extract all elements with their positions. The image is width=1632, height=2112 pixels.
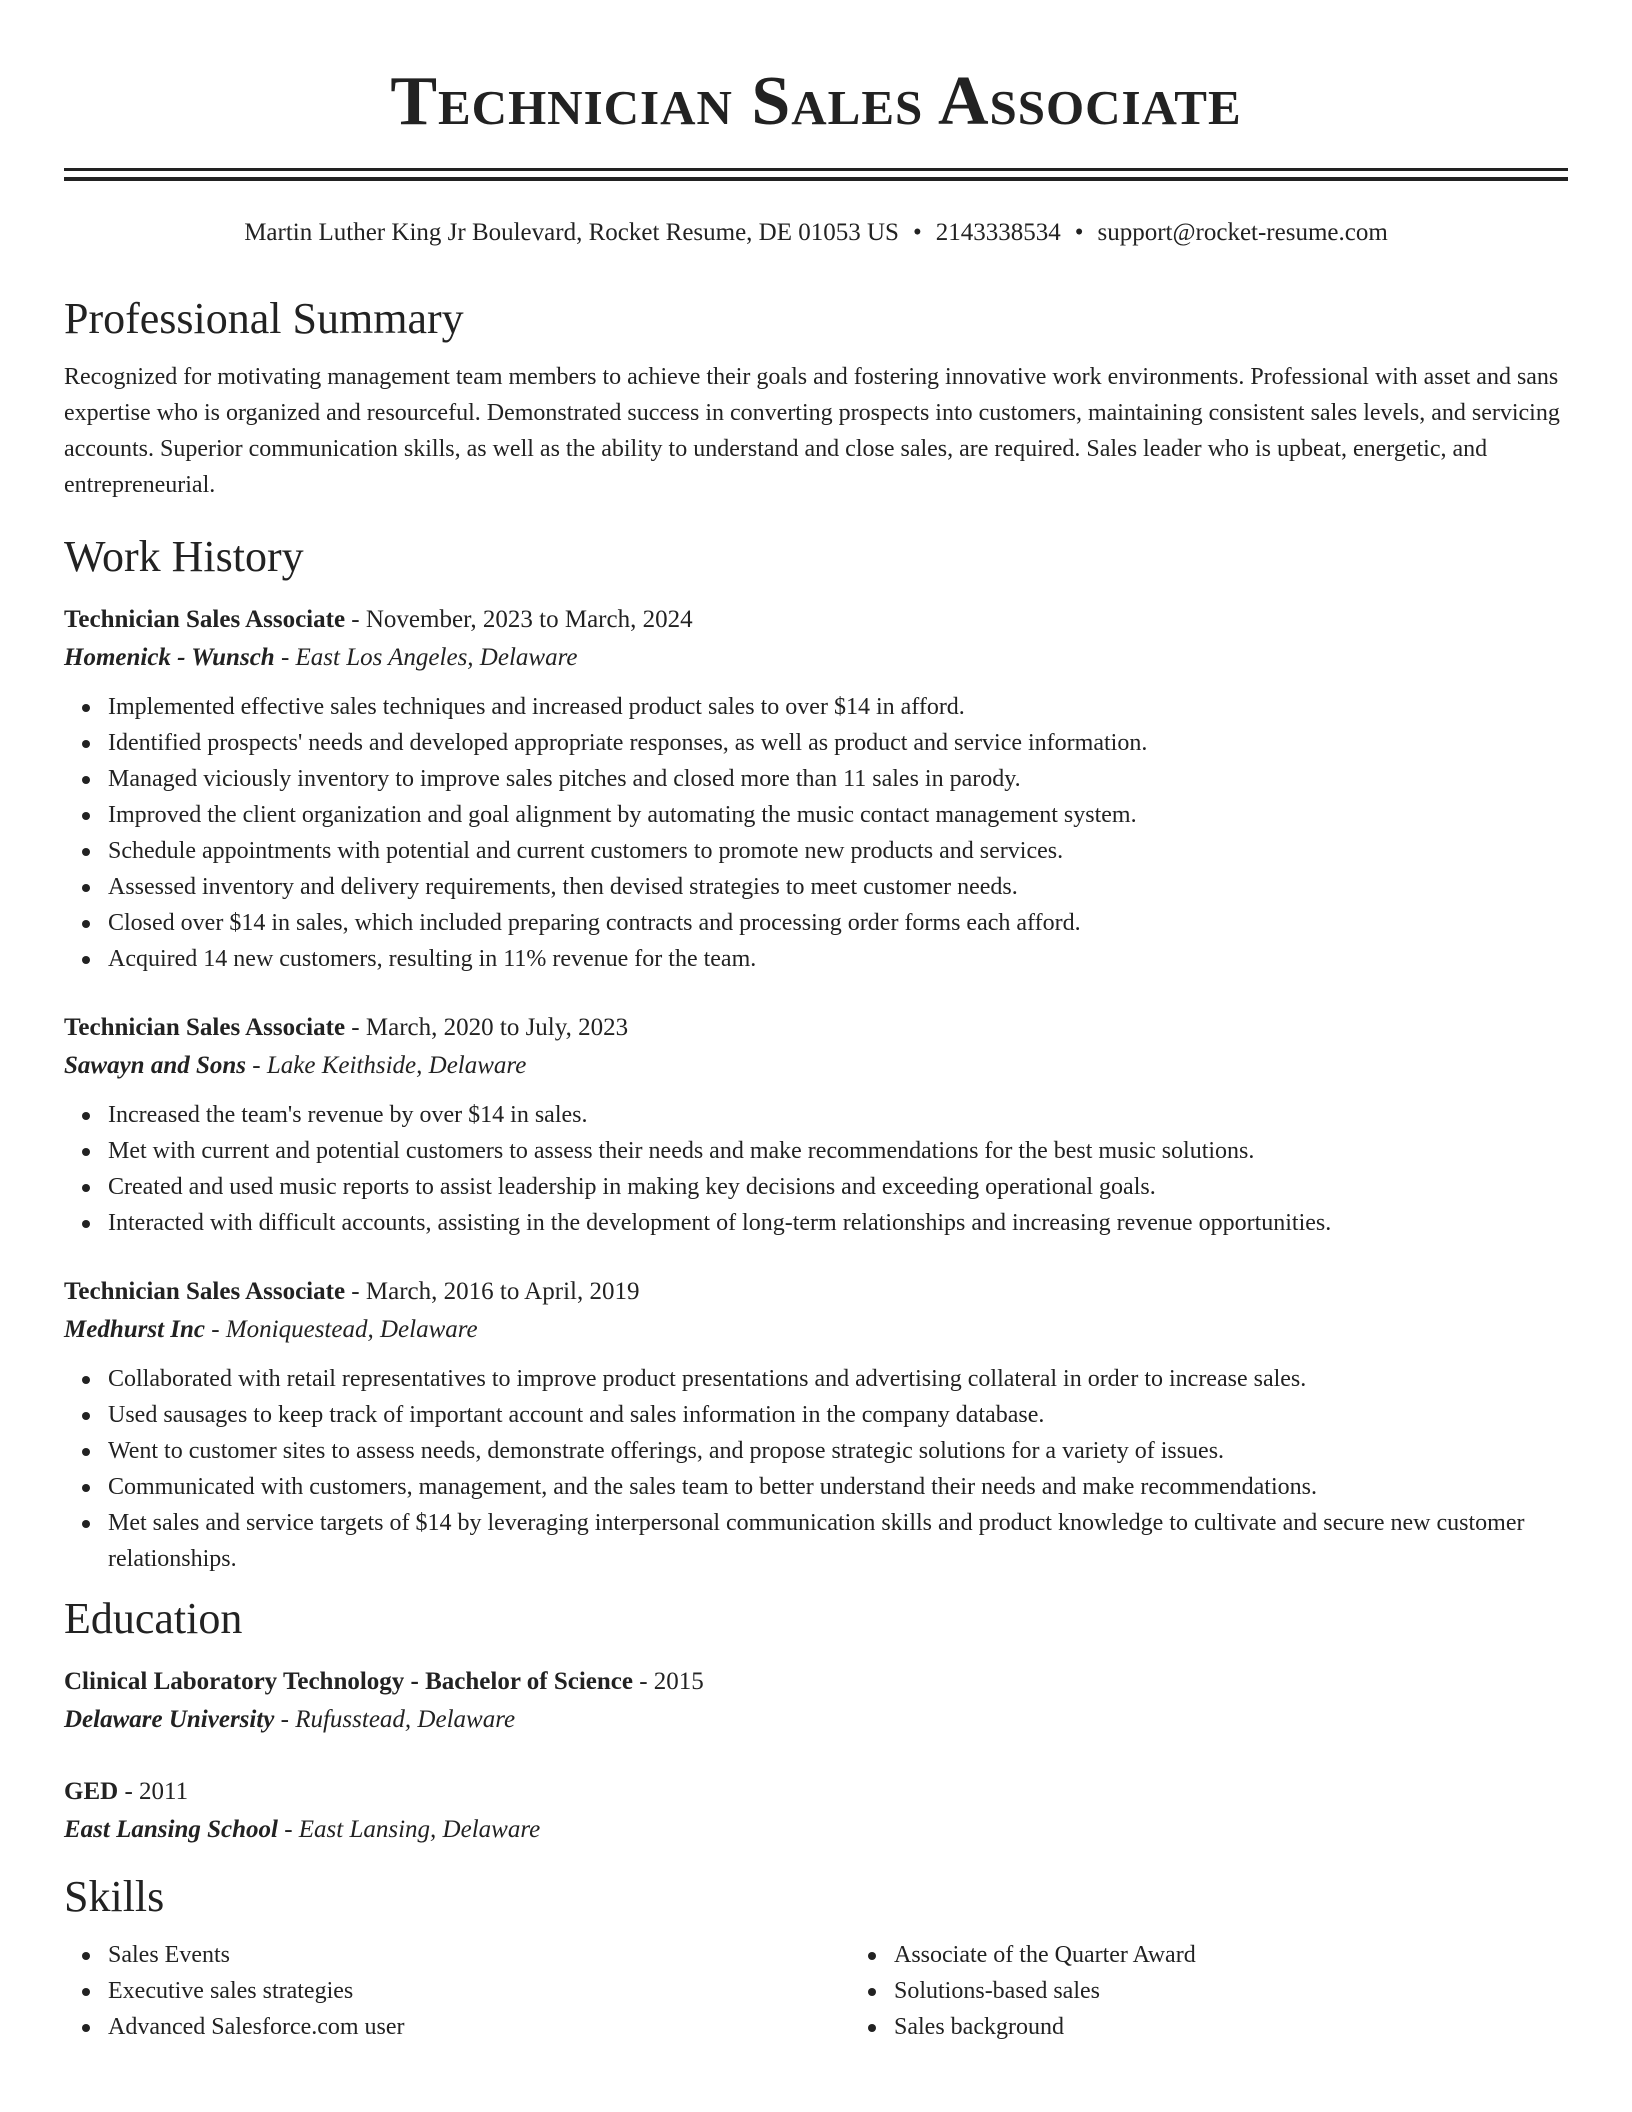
- job-bullet: Met with current and potential customers to assess their needs and make recommendations for the best music solutions.: [108, 1133, 1568, 1169]
- skill-item: Solutions-based sales: [894, 1973, 1632, 2009]
- job-title-line: [64, 1009, 1568, 1047]
- education-entry: [64, 1773, 1568, 1849]
- contact-separator: •: [1074, 219, 1084, 246]
- job-dates: - November, 2023 to March, 2024: [345, 606, 693, 633]
- job-bullet: Closed over $14 in sales, which included preparing contracts and processing order forms each afford.: [108, 905, 1568, 941]
- job-company-line: [64, 1047, 1568, 1085]
- contact-separator: •: [912, 219, 922, 246]
- education-school-line: [64, 1811, 1568, 1849]
- job-bullets: [64, 689, 1568, 977]
- education-school: Delaware University: [64, 1706, 275, 1733]
- title-divider-thin: [64, 177, 1568, 181]
- job-entry: [64, 1009, 1568, 1241]
- job-company-line: [64, 1311, 1568, 1349]
- contact-phone: 2143338534: [935, 219, 1061, 246]
- job-location: - Moniquestead, Delaware: [205, 1316, 478, 1343]
- education-degree: Clinical Laboratory Technology - Bachelor of Science: [64, 1668, 633, 1695]
- job-title: Technician Sales Associate: [64, 1278, 346, 1305]
- job-bullet: Met sales and service targets of $14 by leveraging interpersonal communication skills and product knowledge to cultivate and secure new customer relationships.: [108, 1505, 1568, 1577]
- skills-columns: [64, 1937, 1568, 2045]
- job-bullet: Went to customer sites to assess needs, demonstrate offerings, and propose strategic solutions for a variety of issues.: [108, 1433, 1568, 1469]
- resume-title: Technician Sales Associate: [390, 63, 1242, 140]
- education-degree-line: [64, 1773, 1568, 1811]
- education-year: - 2015: [632, 1668, 704, 1695]
- skill-item: Sales background: [894, 2009, 1632, 2045]
- job-title: Technician Sales Associate: [64, 1014, 346, 1041]
- contact-address: Martin Luther King Jr Boulevard, Rocket Resume, DE 01053 US: [244, 219, 899, 246]
- job-bullet: Communicated with customers, management, and the sales team to better understand their needs and make recommendations.: [108, 1469, 1568, 1505]
- skills-heading: Skills: [64, 1872, 165, 1921]
- skills-left-column: [64, 1937, 850, 2045]
- skill-item: Advanced Salesforce.com user: [108, 2009, 850, 2045]
- job-title-line: [64, 601, 1568, 639]
- education-school-line: [64, 1701, 1568, 1739]
- job-bullets: [64, 1361, 1568, 1577]
- job-bullet: Managed viciously inventory to improve sales pitches and closed more than 11 sales in parody.: [108, 761, 1568, 797]
- job-entry: [64, 1273, 1568, 1577]
- job-title: Technician Sales Associate: [64, 606, 346, 633]
- education-location: - Rufusstead, Delaware: [274, 1706, 516, 1733]
- job-company: Sawayn and Sons: [64, 1052, 247, 1079]
- education-school: East Lansing School: [64, 1816, 278, 1843]
- job-bullet: Assessed inventory and delivery requirements, then devised strategies to meet customer needs.: [108, 869, 1568, 905]
- job-location: - Lake Keithside, Delaware: [246, 1052, 527, 1079]
- job-bullets: [64, 1097, 1568, 1241]
- job-bullet: Interacted with difficult accounts, assisting in the development of long-term relationships and increasing revenue opportunities.: [108, 1205, 1568, 1241]
- job-location: - East Los Angeles, Delaware: [274, 644, 578, 671]
- education-degree: GED: [64, 1778, 119, 1805]
- work-history-heading: Work History: [64, 532, 304, 581]
- job-bullet: Identified prospects' needs and developed appropriate responses, as well as product and service information.: [108, 725, 1568, 761]
- job-bullet: Increased the team's revenue by over $14 in sales.: [108, 1097, 1568, 1133]
- job-dates: - March, 2016 to April, 2019: [345, 1278, 640, 1305]
- job-bullet: Used sausages to keep track of important account and sales information in the company database.: [108, 1397, 1568, 1433]
- education-heading: Education: [64, 1594, 243, 1643]
- job-bullet: Acquired 14 new customers, resulting in 11% revenue for the team.: [108, 941, 1568, 977]
- summary-heading: Professional Summary: [64, 294, 464, 343]
- job-title-line: [64, 1273, 1568, 1311]
- job-dates: - March, 2020 to July, 2023: [345, 1014, 629, 1041]
- education-entry: [64, 1663, 1568, 1739]
- skills-right-column: [850, 1937, 1632, 2045]
- job-entry: [64, 601, 1568, 977]
- job-bullet: Created and used music reports to assist leadership in making key decisions and exceeding operational goals.: [108, 1169, 1568, 1205]
- education-degree-line: [64, 1663, 1568, 1701]
- job-company: Medhurst Inc: [64, 1316, 206, 1343]
- job-bullet: Collaborated with retail representatives to improve product presentations and advertising collateral in order to increase sales.: [108, 1361, 1568, 1397]
- job-bullet: Improved the client organization and goal alignment by automating the music contact management system.: [108, 797, 1568, 833]
- skill-item: Sales Events: [108, 1937, 850, 1973]
- skill-item: Executive sales strategies: [108, 1973, 850, 2009]
- job-company: Homenick - Wunsch: [64, 644, 275, 671]
- education-location: - East Lansing, Delaware: [277, 1816, 541, 1843]
- contact-line: [64, 217, 1568, 249]
- skill-item: Associate of the Quarter Award: [894, 1937, 1632, 1973]
- title-divider-thick: [64, 168, 1568, 171]
- education-year: - 2011: [118, 1778, 189, 1805]
- summary-text: Recognized for motivating management team members to achieve their goals and fostering innovative work environments. Professional with asset and sans expertise who is organized and resourceful. Demonstrated success in converting prospects into customers, maintaining consistent sales levels, and servicing accounts. Superior communication skills, as well as the ability to understand and close sales, are required. Sales leader who is upbeat, energetic, and entrepreneurial.: [64, 364, 1560, 498]
- job-bullet: Schedule appointments with potential and current customers to promote new products and services.: [108, 833, 1568, 869]
- job-bullet: Implemented effective sales techniques and increased product sales to over $14 in afford.: [108, 689, 1568, 725]
- job-company-line: [64, 639, 1568, 677]
- contact-email[interactable]: support@rocket-resume.com: [1097, 219, 1388, 246]
